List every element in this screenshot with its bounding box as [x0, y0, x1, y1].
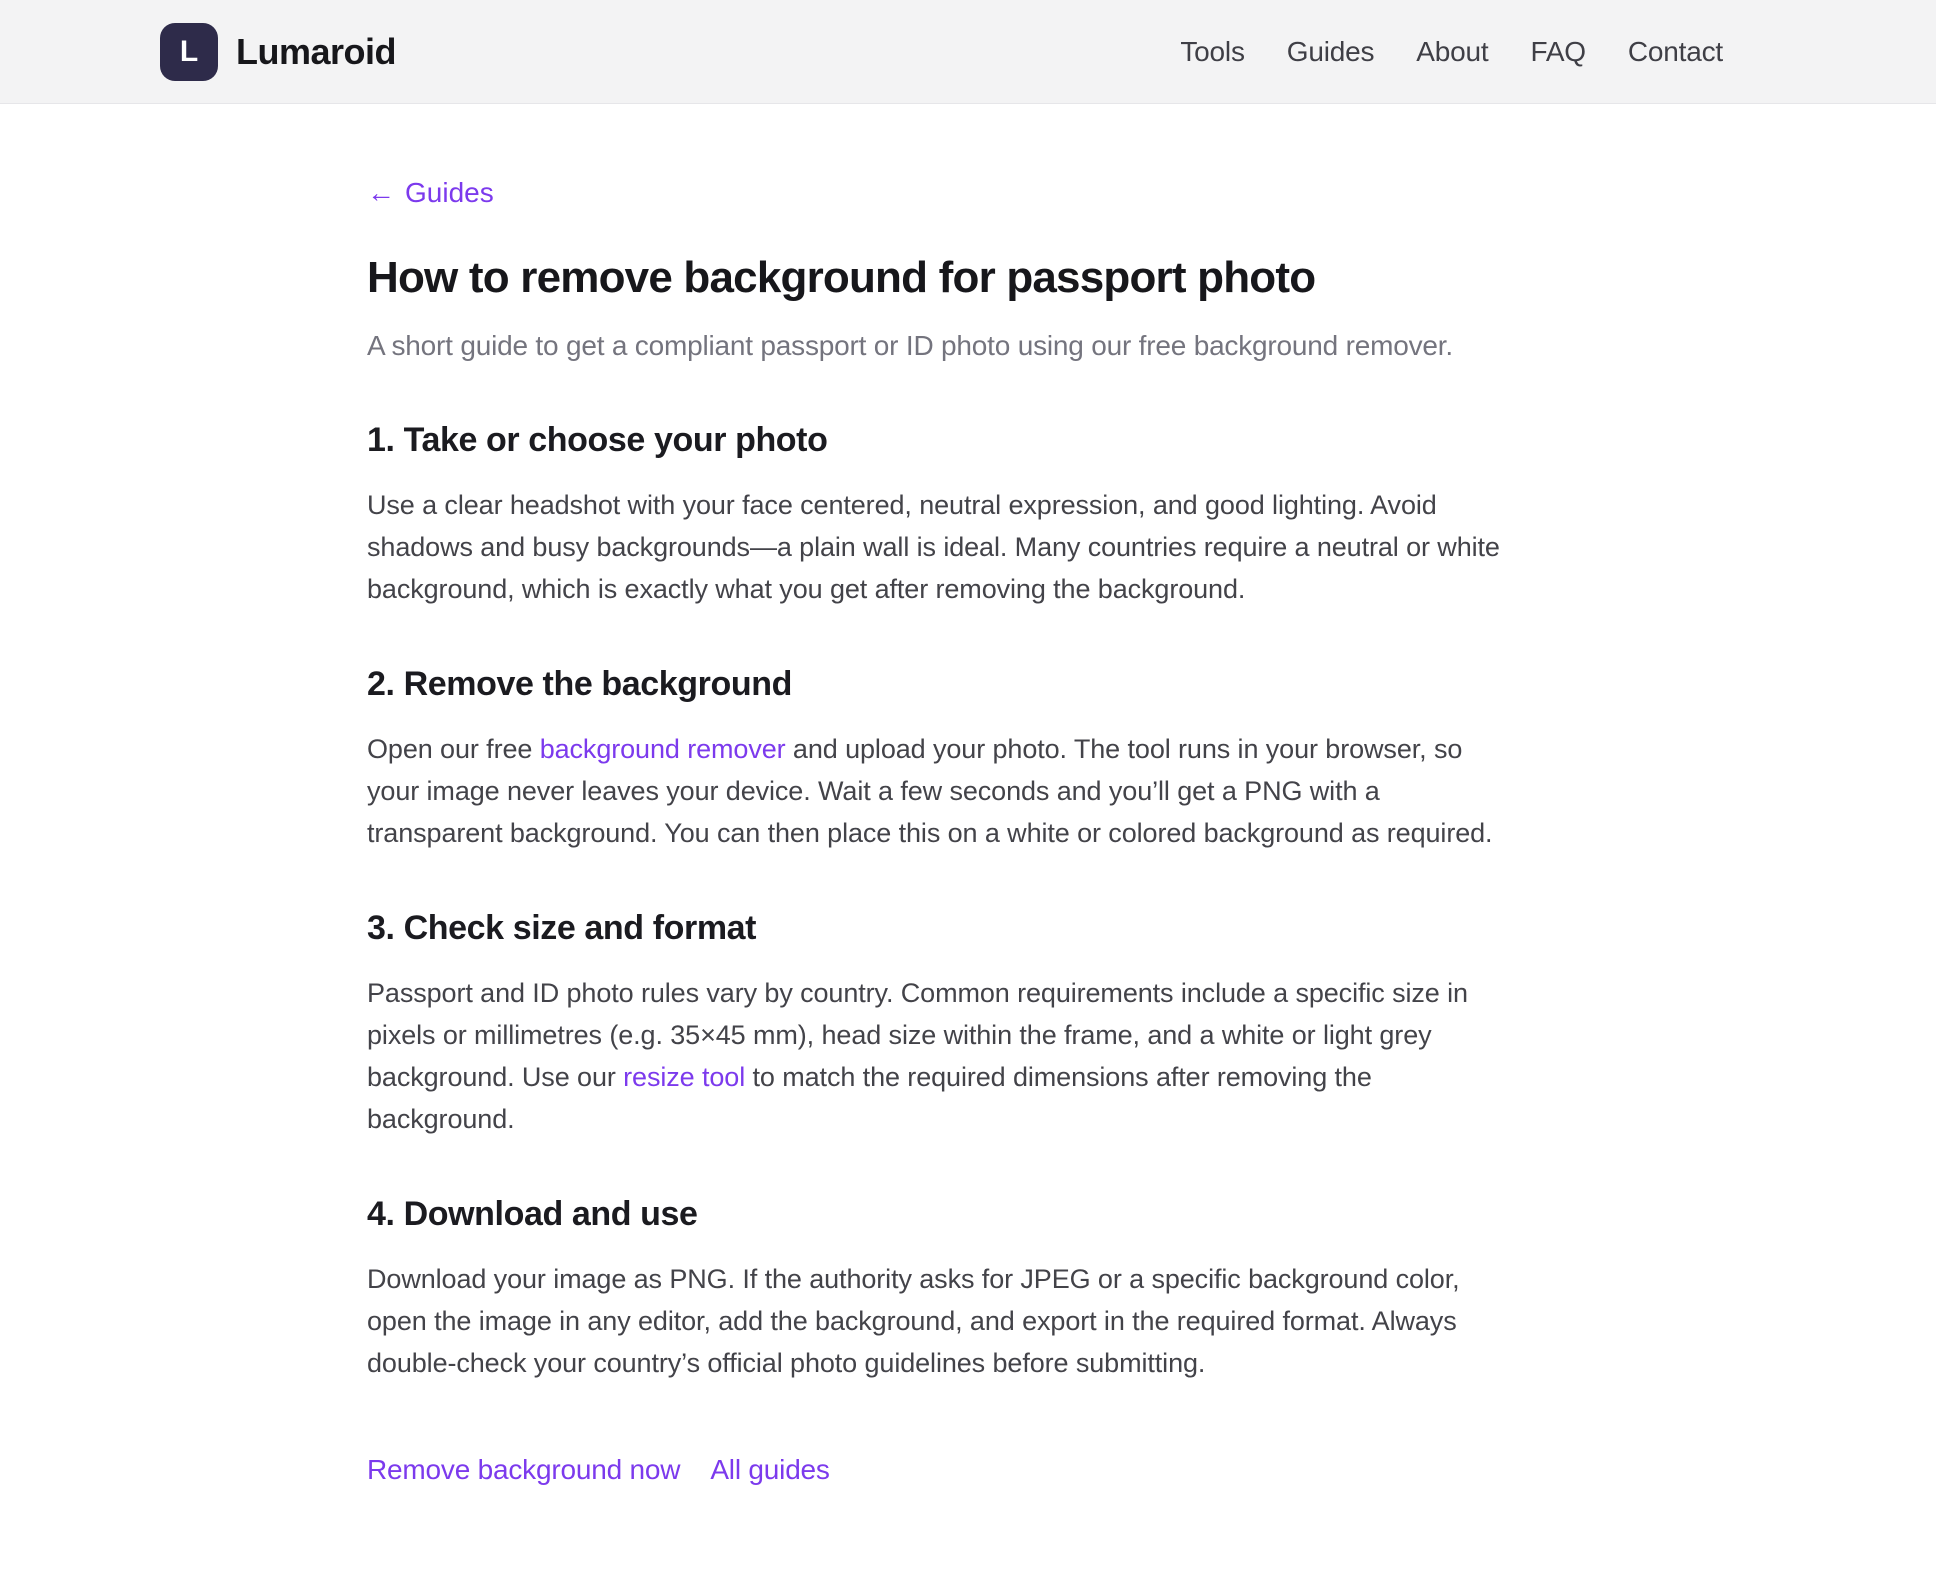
nav-item-contact[interactable]: Contact	[1627, 35, 1723, 67]
nav-item-guides[interactable]: Guides	[1286, 35, 1375, 67]
section-remove-background	[367, 662, 1515, 854]
section-paragraph	[367, 484, 1515, 610]
cta-row	[367, 1454, 1515, 1486]
page-title: How to remove background for passport photo	[367, 253, 1316, 302]
section-paragraph	[367, 972, 1515, 1140]
nav-item-about[interactable]: About	[1416, 35, 1489, 67]
section-check-size	[367, 906, 1515, 1140]
lumaroid-logo-icon	[160, 23, 218, 81]
inline-link[interactable]: background remover	[539, 734, 786, 764]
section-paragraph	[367, 1258, 1515, 1384]
section-heading: 2. Remove the background	[367, 665, 792, 703]
section-heading: 3. Check size and format	[367, 909, 757, 947]
all-guides-link[interactable]: All guides	[710, 1454, 830, 1485]
guide-article	[367, 104, 1515, 1576]
brand-name: Lumaroid	[236, 30, 397, 72]
text-segment: and upload your photo. The tool runs in your browser, so your image never leaves your device. Wait a few seconds and you’ll get a PNG with a transparent background. You can then place this on a white or colored background as required.	[367, 734, 1493, 848]
section-heading: 4. Download and use	[367, 1195, 698, 1233]
breadcrumb-back-to-guides[interactable]	[367, 176, 494, 210]
breadcrumb-label: Guides	[405, 177, 494, 208]
main-nav	[1180, 36, 1723, 68]
logo-letter: L	[179, 34, 199, 68]
text-segment: Open our free	[367, 734, 540, 764]
inline-link[interactable]: resize tool	[623, 1062, 746, 1092]
text-segment: to match the required dimensions after removing the background.	[367, 1062, 1372, 1134]
section-take-photo	[367, 418, 1515, 610]
brand[interactable]	[160, 23, 396, 81]
text-segment: Passport and ID photo rules vary by country. Common requirements include a specific size in pixels or millimetres (e.g. 35×45 mm), head size within the frame, and a white or light grey background. Use our	[367, 978, 1468, 1092]
nav-item-faq[interactable]: FAQ	[1530, 35, 1586, 67]
nav-item-tools[interactable]: Tools	[1180, 35, 1245, 67]
page-subtitle: A short guide to get a compliant passport or ID photo using our free background remover.	[367, 330, 1453, 361]
remove-background-now-link[interactable]: Remove background now	[367, 1454, 681, 1485]
back-arrow-icon: ←	[367, 177, 395, 208]
section-paragraph	[367, 728, 1515, 854]
site-header	[0, 0, 1936, 104]
text-segment: Download your image as PNG. If the authority asks for JPEG or a specific background color, open the image in any editor, add the background, and export in the required format. Always double-check your country’s official photo guidelines before submitting.	[367, 1264, 1460, 1378]
section-heading: 1. Take or choose your photo	[367, 421, 828, 459]
text-segment: Use a clear headshot with your face centered, neutral expression, and good lighting. Avoid shadows and busy backgrounds—a plain wall is ideal. Many countries require a neutral or white background, which is exactly what you get after removing the background.	[367, 490, 1500, 604]
section-download-use	[367, 1192, 1515, 1384]
